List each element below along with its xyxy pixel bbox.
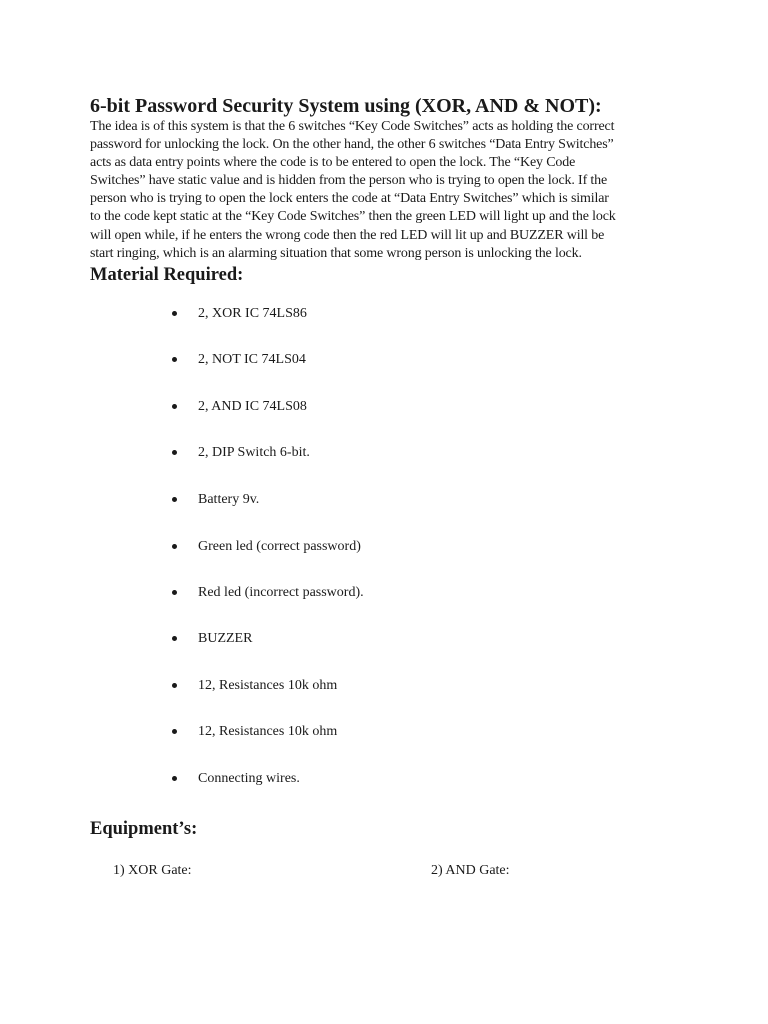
document-title: 6-bit Password Security System using (XOR, AND & NOT): [90, 95, 602, 117]
material-label: 12, Resistances 10k ohm [198, 678, 338, 693]
bullet-icon [172, 776, 177, 781]
bullet-icon [172, 357, 177, 362]
intro-line: acts as data entry points where the code is to be entered to open the lock. The “Key Code [90, 155, 576, 171]
bullet-icon [172, 729, 177, 734]
material-label: Green led (correct password) [198, 539, 361, 554]
materials-heading: Material Required: [90, 265, 244, 285]
material-label: Red led (incorrect password). [198, 585, 364, 600]
intro-line: Switches” have static value and is hidden from the person who is trying to open the lock. If the [90, 173, 608, 189]
bullet-icon [172, 497, 177, 502]
bullet-icon [172, 311, 177, 316]
bullet-icon [172, 404, 177, 409]
intro-line: to the code kept static at the “Key Code Switches” then the green LED will light up and the lock [90, 209, 616, 225]
bullet-icon [172, 450, 177, 455]
bullet-icon [172, 544, 177, 549]
material-label: 2, NOT IC 74LS04 [198, 352, 306, 367]
bullet-icon [172, 590, 177, 595]
bullet-icon [172, 683, 177, 688]
bullet-icon [172, 636, 177, 641]
material-label: Battery 9v. [198, 492, 260, 507]
material-label: 2, AND IC 74LS08 [198, 399, 307, 414]
material-label: 2, DIP Switch 6-bit. [198, 445, 310, 460]
material-label: BUZZER [198, 631, 253, 646]
equipment-heading: Equipment’s: [90, 819, 198, 839]
material-label: 2, XOR IC 74LS86 [198, 306, 307, 321]
material-label: 12, Resistances 10k ohm [198, 724, 338, 739]
equipment-item-and-gate: 2) AND Gate: [431, 863, 510, 878]
material-label: Connecting wires. [198, 771, 300, 786]
equipment-item-xor-gate: 1) XOR Gate: [113, 863, 192, 878]
intro-line: password for unlocking the lock. On the other hand, the other 6 switches “Data Entry Switches” [90, 137, 614, 153]
intro-line: will open while, if he enters the wrong code then the red LED will lit up and BUZZER will be [90, 227, 605, 243]
intro-line: start ringing, which is an alarming situation that some wrong person is unlocking the lock. [90, 245, 582, 261]
intro-line: person who is trying to open the lock enters the code at “Data Entry Switches” which is similar [90, 191, 609, 207]
intro-line: The idea is of this system is that the 6 switches “Key Code Switches” acts as holding the correct [90, 119, 615, 134]
intro-paragraph [90, 118, 680, 263]
